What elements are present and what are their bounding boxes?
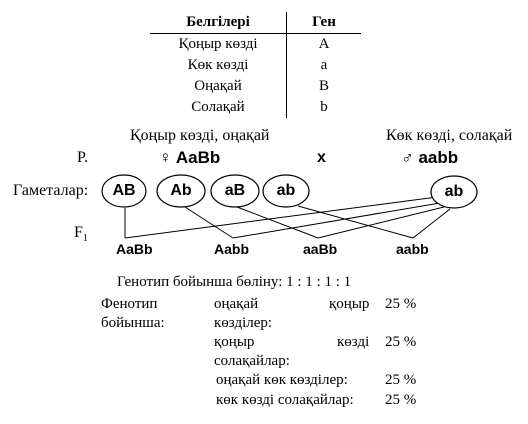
male-genotype: ♂ aabb	[401, 148, 459, 167]
offspring-aaBb: aaBb	[303, 241, 338, 257]
phenotype-3-percent: 25 %	[385, 372, 417, 388]
phenotype-2-word-b: көзді	[337, 334, 370, 350]
phenotype-2-line-2: солақайлар:	[214, 353, 290, 369]
phenotype-4-percent: 25 %	[385, 392, 417, 408]
trait-name: Қоңыр көзді	[150, 34, 287, 56]
f1-label: $F_1$	[74, 224, 88, 245]
phenotype-3-text: оңақай көк көзділер:	[216, 372, 348, 388]
male-gamete-ab: ab	[444, 183, 464, 200]
line-male-aB	[318, 207, 444, 238]
phenotype-label-2: бойынша:	[101, 315, 165, 331]
gamete-Ab: Ab	[170, 182, 192, 199]
line-male-Ab	[233, 203, 440, 238]
trait-gene: B	[318, 78, 329, 94]
phenotype-2-percent: 25 %	[385, 334, 417, 350]
phenotype-1-word-b: қоңыр	[329, 296, 370, 312]
gametes-label: Гаметалар:	[13, 182, 89, 199]
gamete-aB: aB	[224, 182, 246, 199]
phenotype-label-1: Фенотип	[101, 296, 158, 312]
phenotype-1-word-a: оңақай	[214, 296, 259, 312]
female-description: Қоңыр көзді, оңақай	[130, 127, 270, 144]
parents-label: P.	[77, 149, 89, 166]
genotype-split: Генотип бойынша бөліну: 1 : 1 : 1 : 1	[117, 274, 352, 290]
phenotype-2-word-a: қоңыр	[214, 334, 255, 350]
phenotype-1-percent: 25 %	[385, 296, 417, 312]
gamete-ab: ab	[276, 182, 296, 199]
female-genotype: ♀ AaBb	[159, 148, 221, 167]
trait-name: Солақай	[150, 97, 287, 118]
offspring-AaBb: AaBb	[116, 241, 153, 257]
trait-gene: a	[320, 57, 328, 73]
male-description: Көк көзді, солақай	[386, 127, 513, 144]
trait-name: Көк көзді	[150, 55, 287, 76]
traits-header-gene: Ген	[287, 12, 362, 34]
phenotype-4-text: көк көзді солақайлар:	[216, 392, 354, 408]
trait-name: Оңақай	[150, 76, 287, 97]
gamete-AB: AB	[112, 182, 136, 199]
line-Ab-offspring	[185, 207, 233, 238]
offspring-aabb: aabb	[396, 241, 429, 257]
traits-header-trait: Белгілері	[150, 12, 287, 34]
cross-sign: x	[317, 149, 326, 166]
line-aB-offspring	[237, 207, 318, 238]
offspring-Aabb: Aabb	[214, 241, 249, 257]
phenotype-1-line-2: көзділер:	[214, 315, 273, 331]
trait-gene: b	[320, 99, 328, 115]
trait-gene: A	[318, 36, 330, 52]
